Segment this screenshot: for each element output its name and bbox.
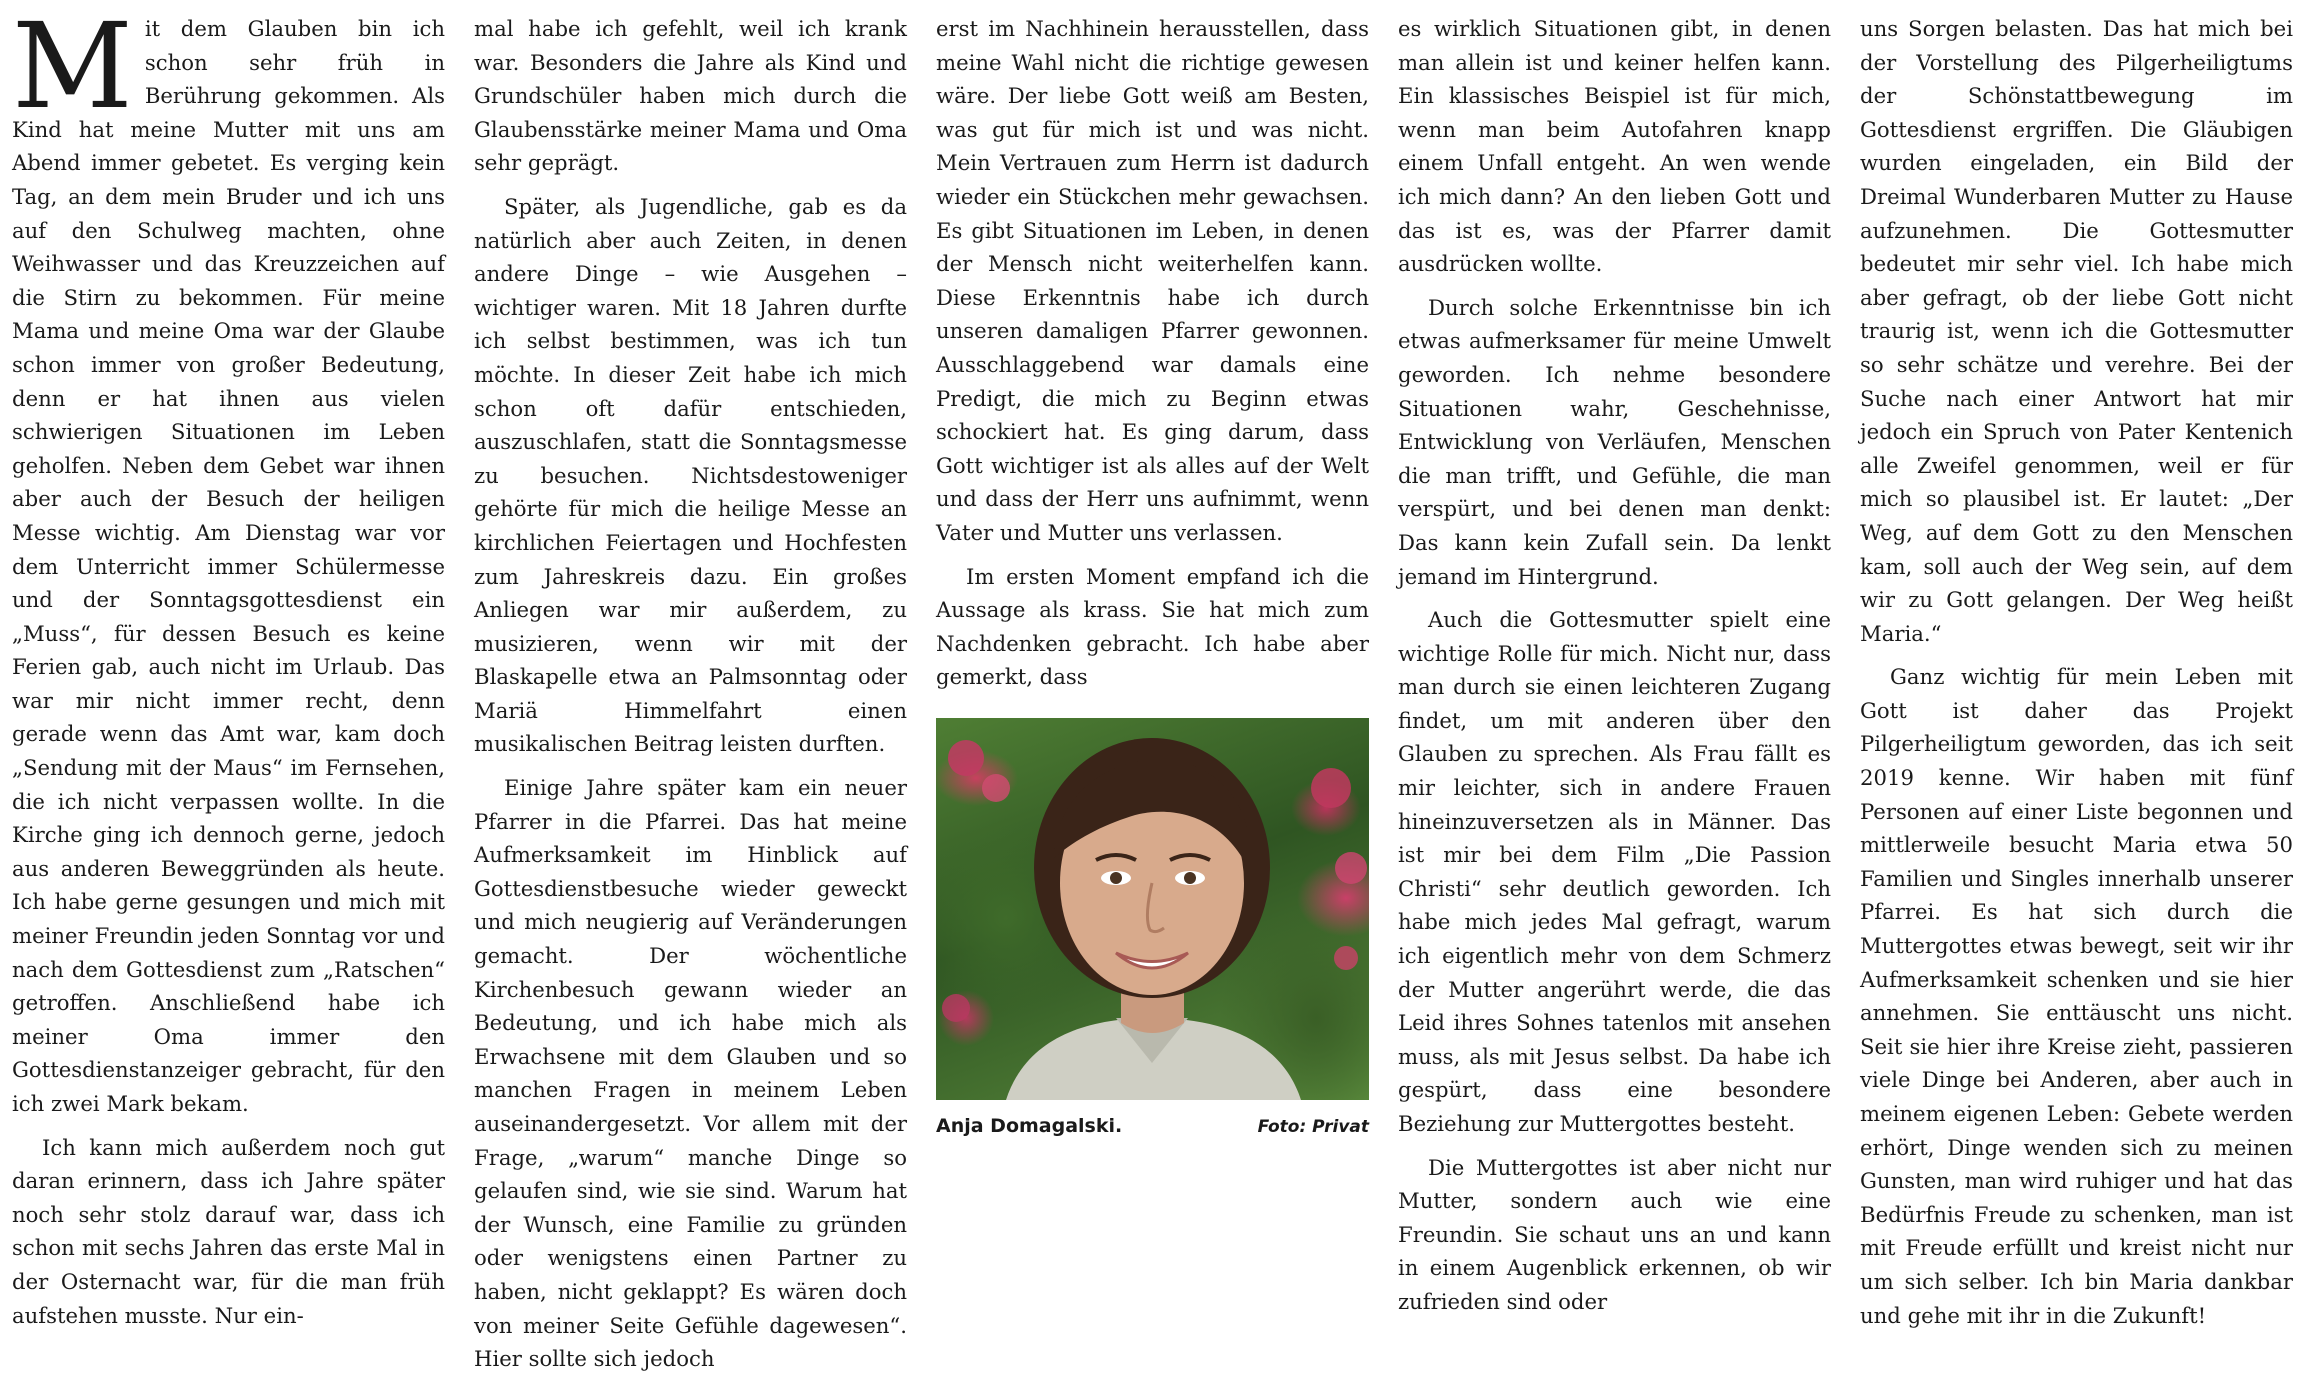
paragraph: Später, als Jugendliche, gab es da natürlich aber auch Zeiten, in denen andere Dinge – wie Ausgehen – wichtiger waren. Mit 18 Jahren durfte ich selbst bestimmen, was ich tun möchte. In dieser Zeit habe ich mich schon oft dafür entschieden, auszuschlafen, statt die Sonntagsmesse zu besuchen. Nichtsdestoweniger gehörte für mich die heilige Messe an kirchlichen Feiertagen und Hochfesten zum Jahreskreis dazu. Ein großes Anliegen war mir außerdem, zu musizieren, wenn wir mit der Blaskapelle etwa an Palmsonntag oder Mariä Himmelfahrt einen musikalischen Beitrag leisten durften. (474, 193, 907, 757)
photo-credit: Foto: Privat (1257, 1116, 1369, 1137)
paragraph: Die Muttergottes ist aber nicht nur Mutter, sondern auch wie eine Freundin. Sie schaut uns an und kann in einem Augenblick erkennen, ob wir zufrieden sind oder (1398, 1154, 1831, 1314)
paragraph: Ganz wichtig für mein Leben mit Gott ist daher das Projekt Pilgerheiligtum geworden, das ich seit 2019 kenne. Wir haben mit fünf Personen auf einer Liste begonnen und mittlerweile besucht Maria etwa 50 Familien und Singles innerhalb unserer Pfarrei. Es hat sich durch die Muttergottes etwas bewegt, seit wir ihr Aufmerksamkeit schenken und sie hier annehmen. Sie enttäuscht uns nicht. Seit sie hier ihre Kreise zieht, passieren viele Dinge bei Anderen, aber auch in meinem eigenen Leben: Gebete werden erhört, Dinge wenden sich zu meinen Gunsten, man wird ruhiger und hat das Bedürfnis Freude zu schenken, man ist mit Freude erfüllt und kreist nicht nur um sich selber. Ich bin Maria dankbar und gehe mit ihr in die Zukunft! (1860, 664, 2293, 1328)
paragraph: Durch solche Erkenntnisse bin ich etwas aufmerksamer für meine Umwelt geworden. Ich nehme besondere Situationen wahr, Geschehnisse, Entwicklung von Verläufen, Menschen die man trifft, und Gefühle, die man verspürt, und bei denen man denkt: Das kann kein Zufall sein. Da lenkt jemand im Hintergrund. (1398, 294, 1831, 589)
paragraph: es wirklich Situationen gibt, in denen man allein ist und keiner helfen kann. Ein klassisches Beispiel ist für mich, wenn man beim Autofahren knapp einem Unfall entgeht. An wen wende ich mich dann? An den lieben Gott und das ist es, was der Pfarrer damit ausdrücken wollte. (1398, 16, 1831, 277)
caption-name: Anja Domagalski. (936, 1114, 1123, 1137)
portrait-illustration (936, 718, 1369, 1100)
paragraph: uns Sorgen belasten. Das hat mich bei der Vorstellung des Pilgerheiligtums der Schönstattbewegung im Gottesdienst ergriffen. Die Gläubigen wurden eingeladen, ein Bild der Dreimal Wunderbaren Mutter zu Hause aufzunehmen. Die Gottesmutter bedeutet mir sehr viel. Ich habe mich aber gefragt, ob der liebe Gott nicht traurig ist, wenn ich die Gottesmutter so sehr schätze und verehre. Bei der Suche nach einer Antwort hat mir jedoch ein Spruch von Pater Kentenich alle Zweifel genommen, weil er für mich so plausibel ist. Er lautet: „Der Weg, auf dem Gott zu den Menschen kam, soll auch der Weg sein, auf dem wir zu Gott gelangen. Der Weg heißt Maria.“ (1860, 16, 2293, 646)
column-3 (936, 12, 1369, 1137)
drop-cap: M (12, 0, 133, 135)
column-2 (474, 12, 907, 1372)
column-5 (1860, 12, 2293, 1328)
column-1 (12, 0, 445, 1328)
paragraph: Einige Jahre später kam ein neuer Pfarrer in die Pfarrei. Das hat meine Aufmerksamkeit im Hinblick auf Gottesdienstbesuche wieder geweckt und mich neugierig auf Veränderungen gemacht. Der wöchentliche Kirchenbesuch gewann wieder an Bedeutung, und ich habe mich als Erwachsene mit dem Glauben und so manchen Fragen in meinem Leben auseinandergesetzt. Vor allem mit der Frage, „warum“ manche Dinge so gelaufen sind, wie sie sind. Warum hat der Wunsch, eine Familie zu gründen oder wenigstens einen Partner zu haben, nicht geklappt? Es wären doch von meiner Seite Gefühle dagewesen“. Hier sollte sich jedoch (474, 775, 907, 1372)
column-4 (1398, 12, 1831, 1314)
paragraph: Auch die Gottesmutter spielt eine wichtige Rolle für mich. Nicht nur, dass man durch sie einen leichteren Zugang findet, um mit anderen über den Glauben zu sprechen. Als Frau fällt es mir leichter, sich in andere Frauen hineinzuversetzen als in Männer. Das ist mir bei dem Film „Die Passion Christi“ sehr deutlich geworden. Ich habe mich jedes Mal gefragt, warum ich eigentlich mehr von dem Schmerz der Mutter angerührt werde, die das Leid ihres Sohnes tatenlos mit ansehen muss, als mit Jesus selbst. Da habe ich gespürt, dass eine besondere Beziehung zur Muttergottes besteht. (1398, 607, 1831, 1136)
paragraph: erst im Nachhinein herausstellen, dass meine Wahl nicht die richtige gewesen wäre. Der liebe Gott weiß am Besten, was gut für mich ist und was nicht. Mein Vertrauen zum Herrn ist dadurch wieder ein Stückchen mehr gewachsen. Es gibt Situationen im Leben, in denen der Mensch nicht weiterhelfen kann. Diese Erkenntnis habe ich durch unseren damaligen Pfarrer gewonnen. Ausschlaggebend war damals eine Predigt, die mich zu Beginn etwas schockiert hat. Es ging darum, dass Gott wichtiger ist als alles auf der Welt und dass der Herr uns aufnimmt, wenn Vater und Mutter uns verlassen. (936, 16, 1369, 545)
photo-block (936, 718, 1369, 1145)
photo-caption (936, 1110, 1369, 1145)
portrait-photo (936, 718, 1369, 1100)
paragraph-text: it dem Glauben bin ich schon sehr früh in Berührung gekommen. Als Kind hat meine Mutter mit uns am Abend immer gebetet. Es verging kein Tag, an dem mein Bruder und ich uns auf den Schulweg machten, ohne Weihwasser und das Kreuzzeichen auf die Stirn zu bekommen. Für meine Mama und meine Oma war der Glaube schon immer von großer Bedeutung, denn er hat ihnen aus vielen schwierigen Situationen im Leben geholfen. Neben dem Gebet war ihnen aber auch der Besuch der heiligen Messe wichtig. Am Dienstag war vor dem Unterricht immer Schülermesse und der Sonntagsgottesdienst ein „Muss“, für dessen Besuch es keine Ferien gab, auch nicht im Urlaub. Das war mir nicht immer recht, denn gerade wenn das Amt war, kam doch „Sendung mit der Maus“ im Fernsehen, die ich nicht verpassen wollte. In die Kirche ging ich dennoch gerne, jedoch aus anderen Beweggründen als heute. Ich habe gerne gesungen und mich mit meiner Freundin jeden Sonntag vor und nach dem Gottesdienst zum „Ratschen“ getroffen. Anschließend habe ich meiner Oma immer den Gottesdienstanzeiger gebracht, für den ich zwei Mark bekam. (12, 16, 445, 1116)
paragraph: Im ersten Moment empfand ich die Aussage als krass. Sie hat mich zum Nachdenken gebracht. Ich habe aber gemerkt, dass (936, 563, 1369, 690)
paragraph: Ich kann mich außerdem noch gut daran erinnern, dass ich Jahre später noch sehr stolz darauf war, dass ich schon mit sechs Jahren das erste Mal in der Osternacht war, für die man früh aufstehen musste. Nur ein- (12, 1134, 445, 1328)
paragraph (12, 0, 445, 1121)
paragraph: mal habe ich gefehlt, weil ich krank war. Besonders die Jahre als Kind und Grundschüler haben mich durch die Glaubensstärke meiner Mama und Oma sehr geprägt. (474, 16, 907, 176)
article-columns (12, 0, 2293, 1372)
